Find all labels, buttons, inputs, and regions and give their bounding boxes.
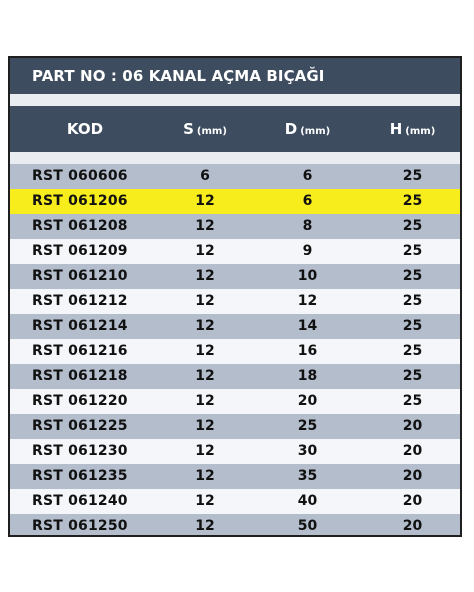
cell-s: 12 xyxy=(195,268,215,284)
cell-s: 12 xyxy=(195,393,215,409)
header-d-unit: (mm) xyxy=(300,126,331,137)
cell-h: 25 xyxy=(402,168,423,184)
cell-d: 8 xyxy=(302,218,313,234)
cell-s: 6 xyxy=(200,168,210,184)
cell-d: 6 xyxy=(302,168,313,184)
cell-s: 12 xyxy=(195,193,215,209)
table-row xyxy=(10,164,460,189)
header-kod xyxy=(10,106,160,152)
table-row xyxy=(10,189,460,214)
cell-kod: RST 061230 xyxy=(32,443,128,459)
cell-kod: RST 061250 xyxy=(32,518,128,534)
cell-kod: RST 061225 xyxy=(32,418,128,434)
cell-s: 12 xyxy=(195,443,215,459)
table-row xyxy=(10,389,460,414)
cell-h: 25 xyxy=(402,243,423,259)
cell-s: 12 xyxy=(195,418,215,434)
cell-d: 30 xyxy=(297,443,318,459)
cell-h: 20 xyxy=(402,443,423,459)
cell-h: 20 xyxy=(402,468,423,484)
table-row xyxy=(10,264,460,289)
cell-d: 18 xyxy=(297,368,318,384)
table-row xyxy=(10,514,460,537)
cell-kod: RST 061206 xyxy=(32,193,128,209)
cell-s: 12 xyxy=(195,318,215,334)
cell-s: 12 xyxy=(195,518,215,534)
cell-h: 25 xyxy=(402,293,423,309)
table-body xyxy=(10,164,460,537)
cell-d: 12 xyxy=(297,293,318,309)
cell-s: 12 xyxy=(195,468,215,484)
cell-s: 12 xyxy=(195,493,215,509)
divider-strip xyxy=(10,94,460,106)
table-title: PART NO : 06 KANAL AÇMA BIÇAĞI xyxy=(10,58,460,94)
cell-s: 12 xyxy=(195,368,215,384)
cell-kod: RST 061212 xyxy=(32,293,128,309)
cell-d: 9 xyxy=(302,243,313,259)
cell-kod: RST 061209 xyxy=(32,243,128,259)
divider-strip xyxy=(10,152,460,164)
cell-kod: RST 061240 xyxy=(32,493,128,509)
header-h xyxy=(365,106,460,152)
table-row xyxy=(10,289,460,314)
cell-kod: RST 061208 xyxy=(32,218,128,234)
cell-s: 12 xyxy=(195,343,215,359)
cell-kod: RST 061218 xyxy=(32,368,128,384)
cell-h: 25 xyxy=(402,268,423,284)
cell-kod: RST 061220 xyxy=(32,393,128,409)
table-row xyxy=(10,414,460,439)
cell-d: 40 xyxy=(297,493,318,509)
cell-h: 25 xyxy=(402,343,423,359)
header-h-label: H xyxy=(389,120,403,138)
cell-h: 20 xyxy=(402,518,423,534)
header-h-unit: (mm) xyxy=(405,126,436,137)
cell-d: 50 xyxy=(297,518,318,534)
header-d-label: D xyxy=(284,120,298,138)
table-row xyxy=(10,364,460,389)
table-row xyxy=(10,314,460,339)
cell-d: 10 xyxy=(297,268,318,284)
cell-s: 12 xyxy=(195,293,215,309)
cell-h: 25 xyxy=(402,368,423,384)
cell-d: 20 xyxy=(297,393,318,409)
product-table-card xyxy=(8,56,462,537)
cell-kod: RST 061235 xyxy=(32,468,128,484)
cell-d: 16 xyxy=(297,343,318,359)
cell-h: 25 xyxy=(402,318,423,334)
cell-h: 20 xyxy=(402,418,423,434)
cell-kod: RST 061214 xyxy=(32,318,128,334)
cell-h: 25 xyxy=(402,193,423,209)
table-row xyxy=(10,464,460,489)
header-s xyxy=(160,106,250,152)
cell-d: 14 xyxy=(297,318,318,334)
cell-kod: RST 061210 xyxy=(32,268,128,284)
cell-kod: RST 060606 xyxy=(32,168,128,184)
header-s-unit: (mm) xyxy=(196,126,227,137)
cell-s: 12 xyxy=(195,243,215,259)
table-row xyxy=(10,239,460,264)
cell-d: 6 xyxy=(302,193,313,209)
table-row xyxy=(10,439,460,464)
cell-d: 25 xyxy=(297,418,318,434)
table-row xyxy=(10,339,460,364)
cell-d: 35 xyxy=(297,468,318,484)
cell-h: 25 xyxy=(402,393,423,409)
cell-kod: RST 061216 xyxy=(32,343,128,359)
header-s-label: S xyxy=(183,120,194,138)
table-header-row xyxy=(10,106,460,152)
table-row xyxy=(10,214,460,239)
header-d xyxy=(250,106,365,152)
cell-s: 12 xyxy=(195,218,215,234)
cell-h: 25 xyxy=(402,218,423,234)
cell-h: 20 xyxy=(402,493,423,509)
header-kod-label: KOD xyxy=(66,120,104,138)
table-row xyxy=(10,489,460,514)
